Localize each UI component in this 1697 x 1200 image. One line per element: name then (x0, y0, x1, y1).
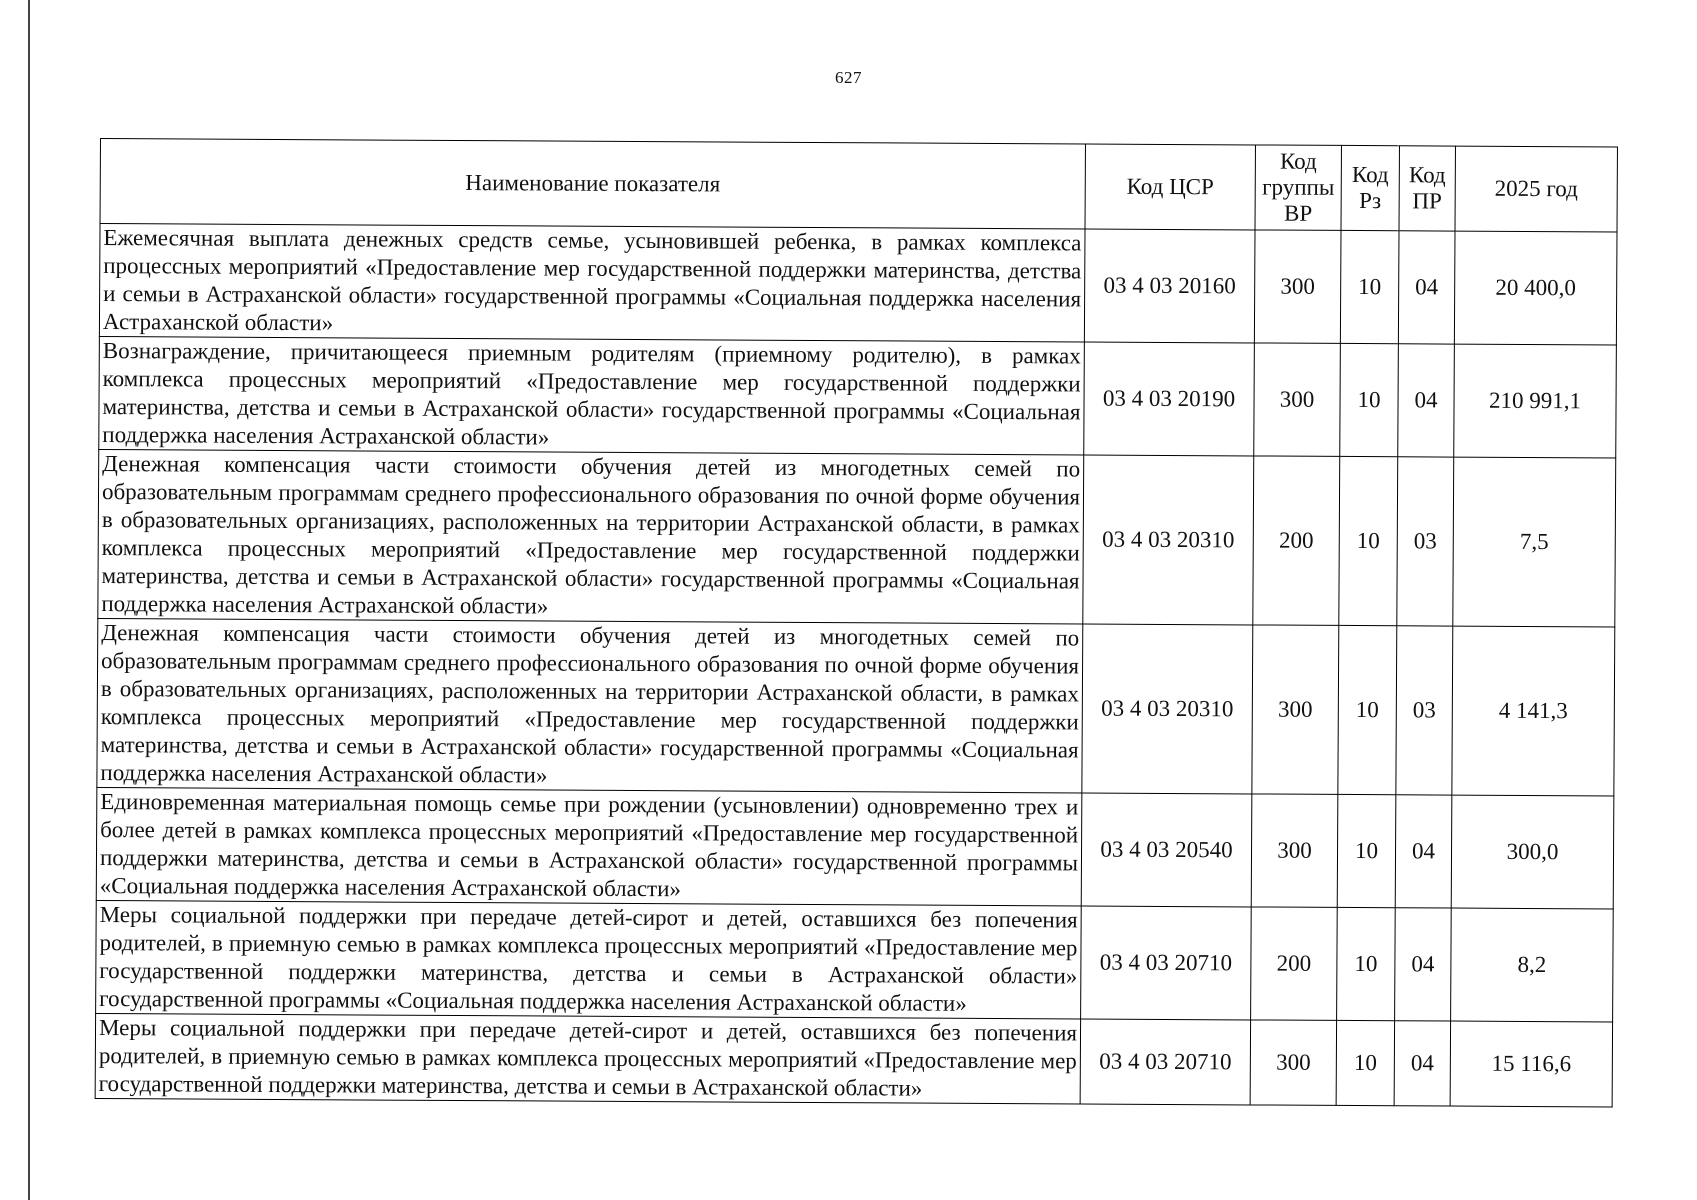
row-csr: 03 4 03 20540 (1081, 793, 1252, 907)
table-row (98, 449, 1616, 626)
row-value: 210 991,1 (1454, 344, 1617, 458)
row-vr: 300 (1250, 1020, 1336, 1105)
row-pr: 04 (1395, 908, 1452, 1021)
row-value: 8,2 (1451, 908, 1614, 1022)
row-pr: 04 (1398, 344, 1455, 457)
table-header-row (100, 139, 1617, 232)
row-name: Денежная компенсация части стоимости обучения детей из многодетных семей по образовательным программам среднего профессионального образования по очной форме обучения в образовательных организациях, расположенных на территории Астраханской области, в рамках комплекса процессных мероприятий «Предоставление мер государственной поддержки материнства, детства и семьи в Астраханской области» государственной программы «Социальная поддержка населения Астраханской области» (97, 618, 1083, 792)
row-value: 4 141,3 (1452, 626, 1615, 796)
row-value: 7,5 (1453, 457, 1616, 627)
budget-table-container (95, 138, 1618, 1107)
row-pr: 04 (1398, 231, 1455, 344)
row-value: 20 400,0 (1454, 231, 1617, 345)
row-pr: 04 (1395, 795, 1452, 908)
table-row (99, 224, 1617, 345)
table-row (96, 787, 1614, 908)
row-value: 15 116,6 (1450, 1021, 1612, 1107)
table-row (96, 900, 1614, 1021)
header-pr: Код ПР (1399, 146, 1455, 231)
row-rz: 10 (1337, 794, 1396, 907)
table-row (97, 618, 1615, 795)
row-rz: 10 (1340, 230, 1399, 343)
table-row (99, 336, 1617, 457)
row-vr: 300 (1251, 794, 1338, 907)
row-pr: 04 (1394, 1021, 1450, 1106)
row-value: 300,0 (1451, 795, 1614, 909)
header-rz: Код Рз (1341, 145, 1399, 230)
header-vr: Код группы ВР (1255, 145, 1341, 230)
row-pr: 03 (1397, 457, 1454, 626)
table-row (95, 1013, 1612, 1106)
row-pr: 03 (1396, 626, 1453, 795)
scan-edge-line (28, 0, 30, 1200)
header-csr: Код ЦСР (1085, 144, 1255, 230)
row-csr: 03 4 03 20190 (1084, 342, 1255, 456)
row-name: Меры социальной поддержки при передаче детей-сирот и детей, оставшихся без попечения родителей, в приемную семью в рамках комплекса процессных мероприятий «Предоставление мер государственной поддержки материнства, детства и семьи в Астраханской области» (95, 1013, 1080, 1103)
row-csr: 03 4 03 20160 (1084, 229, 1255, 343)
row-name: Вознаграждение, причитающееся приемным родителям (приемному родителю), в рамках комплекса процессных мероприятий «Предоставление мер государственной поддержки материнства, детства и семьи в Астраханской области» государственной программы «Социальная поддержка населения Астраханской области» (99, 336, 1085, 454)
header-name: Наименование показателя (100, 139, 1085, 229)
page-number: 627 (835, 68, 862, 87)
row-csr: 03 4 03 20710 (1081, 906, 1252, 1020)
budget-table (95, 138, 1618, 1107)
row-name: Ежемесячная выплата денежных средств семье, усыновившей ребенка, в рамках комплекса процессных мероприятий «Предоставление мер государственной поддержки материнства, детства и семьи в Астраханской области» государственной программы «Социальная поддержка населения Астраханской области» (99, 224, 1085, 342)
row-rz: 10 (1339, 456, 1398, 625)
row-csr: 03 4 03 20310 (1083, 455, 1254, 625)
row-vr: 300 (1252, 625, 1339, 794)
row-rz: 10 (1340, 343, 1399, 456)
row-rz: 10 (1337, 907, 1396, 1020)
row-vr: 300 (1254, 230, 1341, 343)
row-name: Денежная компенсация части стоимости обучения детей из многодетных семей по образовательным программам среднего профессионального образования по очной форме обучения в образовательных организациях, расположенных на территории Астраханской области, в рамках комплекса процессных мероприятий «Предоставление мер государственной поддержки материнства, детства и семьи в Астраханской области» государственной программы «Социальная поддержка населения Астраханской области» (98, 449, 1084, 623)
row-rz: 10 (1336, 1020, 1394, 1105)
row-csr: 03 4 03 20710 (1080, 1019, 1250, 1105)
row-csr: 03 4 03 20310 (1082, 624, 1253, 794)
row-name: Меры социальной поддержки при передаче детей-сирот и детей, оставшихся без попечения родителей, в приемную семью в рамках комплекса процессных мероприятий «Предоставление мер государственной поддержки материнства, детства и семьи в Астраханской области» государственной программы «Социальная поддержка населения Астраханской области» (96, 900, 1082, 1018)
row-vr: 200 (1253, 456, 1340, 625)
row-vr: 200 (1251, 907, 1338, 1020)
row-name: Единовременная материальная помощь семье при рождении (усыновлении) одновременно трех и более детей в рамках комплекса процессных мероприятий «Предоставление мер государственной поддержки материнства, детства и семьи в Астраханской области» государственной программы «Социальная поддержка населения Астраханской области» (96, 787, 1082, 905)
row-vr: 300 (1254, 343, 1341, 456)
row-rz: 10 (1338, 625, 1397, 794)
header-year: 2025 год (1455, 146, 1617, 232)
